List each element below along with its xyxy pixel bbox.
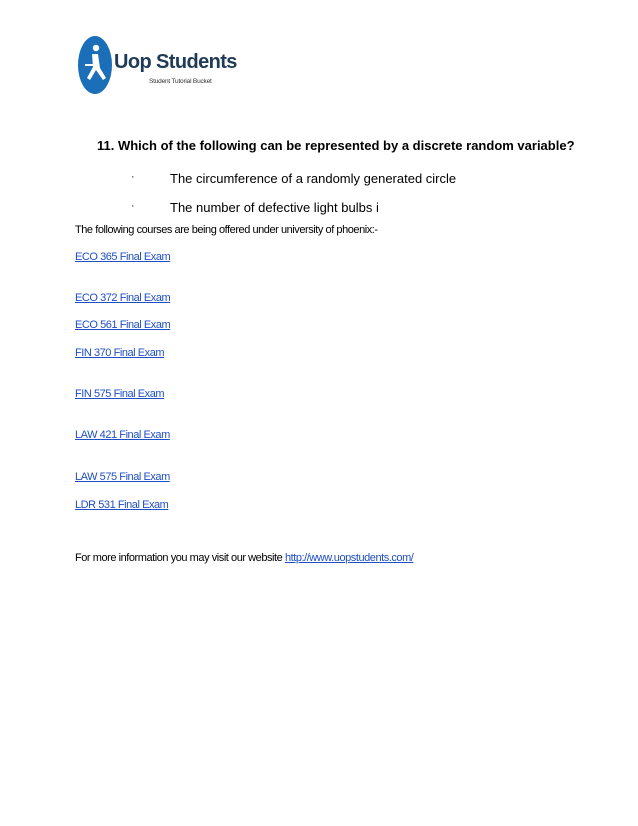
courses-intro: The following courses are being offered under university of phoenix:- [75, 224, 378, 236]
question-text: 11. Which of the following can be represented by a discrete random variable? [97, 138, 575, 153]
course-link[interactable]: FIN 370 Final Exam [75, 347, 165, 359]
footer-label: For more information you may visit our website [75, 552, 285, 564]
course-link[interactable]: ECO 561 Final Exam [75, 319, 171, 331]
logo [76, 34, 237, 96]
course-link[interactable]: ECO 372 Final Exam [75, 292, 171, 304]
option-bullet: · [131, 171, 135, 183]
course-link[interactable]: LDR 531 Final Exam [75, 499, 169, 511]
course-link[interactable]: LAW 575 Final Exam [75, 471, 170, 483]
logo-tagline: Student Tutorial Bucket [149, 78, 212, 85]
option-text: The number of defective light bulbs i [170, 200, 379, 215]
option-text: The circumference of a randomly generated circle [170, 171, 457, 186]
footer-text [75, 552, 413, 564]
option-bullet: · [131, 200, 135, 212]
logo-title: Uop Students [114, 51, 237, 73]
reading-person-icon [76, 34, 116, 96]
course-link[interactable]: FIN 575 Final Exam [75, 388, 165, 400]
website-link[interactable]: http://www.uopstudents.com/ [284, 552, 414, 564]
course-link[interactable]: ECO 365 Final Exam [75, 251, 171, 263]
course-link[interactable]: LAW 421 Final Exam [75, 429, 170, 441]
